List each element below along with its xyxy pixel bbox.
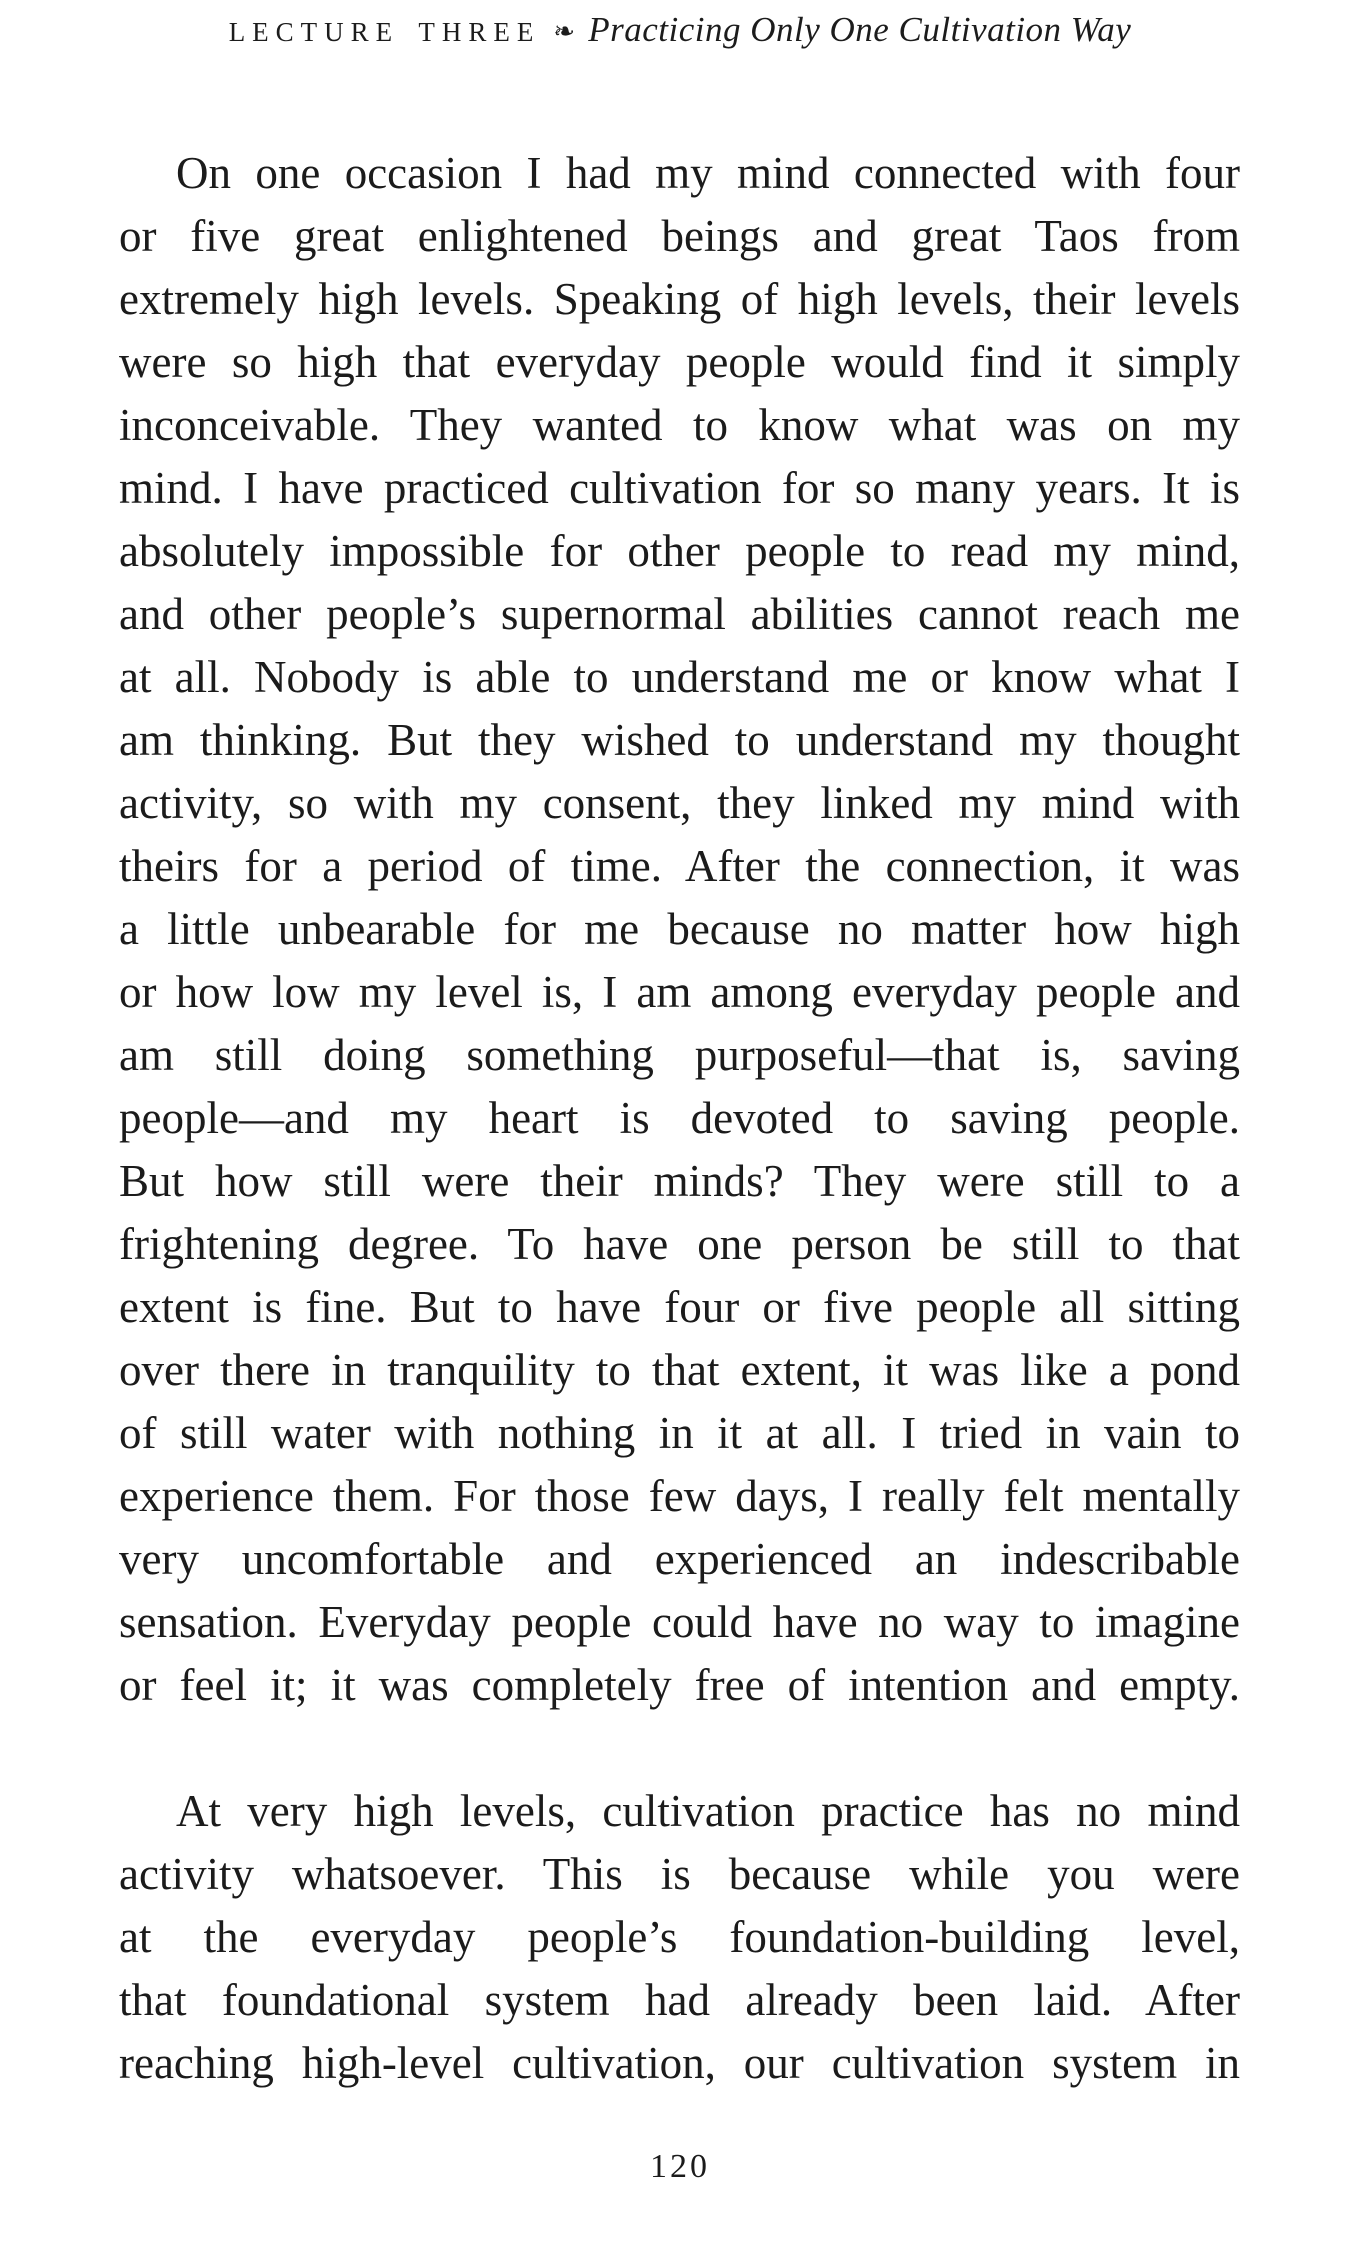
text-line: at all. Nobody is able to understand me or know what I — [119, 652, 1240, 702]
fleuron-leaf-icon: ❧ — [553, 17, 576, 47]
text-line: sensation. Everyday people could have no way to imagine — [119, 1597, 1240, 1647]
text-line: am still doing something purposeful—that is, saving — [119, 1030, 1240, 1080]
text-line: over there in tranquility to that extent, it was like a pond — [119, 1345, 1240, 1395]
lecture-label: LECTURE THREE — [228, 17, 541, 47]
text-line: people—and my heart is devoted to saving people. — [119, 1093, 1240, 1143]
text-line: mind. I have practiced cultivation for so many years. It is — [119, 463, 1240, 513]
text-line: But how still were their minds? They were still to a — [119, 1156, 1240, 1206]
text-line: activity whatsoever. This is because while you were — [119, 1849, 1240, 1899]
text-line: that foundational system had already been laid. After — [119, 1975, 1240, 2025]
body-text — [119, 142, 1240, 2095]
text-line: inconceivable. They wanted to know what was on my — [119, 400, 1240, 450]
text-line: or how low my level is, I am among everyday people and — [119, 967, 1240, 1017]
chapter-title: Practicing Only One Cultivation Way — [588, 10, 1132, 49]
text-line: or five great enlightened beings and great Taos from — [119, 211, 1240, 261]
text-line: experience them. For those few days, I really felt mentally — [119, 1471, 1240, 1521]
text-line: a little unbearable for me because no matter how high — [119, 904, 1240, 954]
paragraph — [119, 142, 1240, 1717]
text-line: and other people’s supernormal abilities cannot reach me — [119, 589, 1240, 639]
text-line: of still water with nothing in it at all. I tried in vain to — [119, 1408, 1240, 1458]
text-line: theirs for a period of time. After the connection, it was — [119, 841, 1240, 891]
text-line: were so high that everyday people would find it simply — [119, 337, 1240, 387]
text-line: am thinking. But they wished to understand my thought — [119, 715, 1240, 765]
paragraph — [119, 1780, 1240, 2095]
text-line: very uncomfortable and experienced an indescribable — [119, 1534, 1240, 1584]
text-line: frightening degree. To have one person be still to that — [119, 1219, 1240, 1269]
text-line: or feel it; it was completely free of intention and empty. — [119, 1660, 1240, 1710]
text-line: extent is fine. But to have four or five people all sitting — [119, 1282, 1240, 1332]
running-header — [0, 10, 1360, 50]
text-line: extremely high levels. Speaking of high levels, their levels — [119, 274, 1240, 324]
page-footer — [0, 2148, 1360, 2186]
page-number: 120 — [650, 2148, 710, 2185]
text-line: at the everyday people’s foundation-building level, — [119, 1912, 1240, 1962]
text-line: At very high levels, cultivation practice has no mind — [176, 1786, 1240, 1836]
text-line: activity, so with my consent, they linked my mind with — [119, 778, 1240, 828]
text-line: On one occasion I had my mind connected with four — [176, 148, 1240, 198]
text-line: reaching high-level cultivation, our cultivation system in — [119, 2038, 1240, 2088]
text-line: absolutely impossible for other people to read my mind, — [119, 526, 1240, 576]
